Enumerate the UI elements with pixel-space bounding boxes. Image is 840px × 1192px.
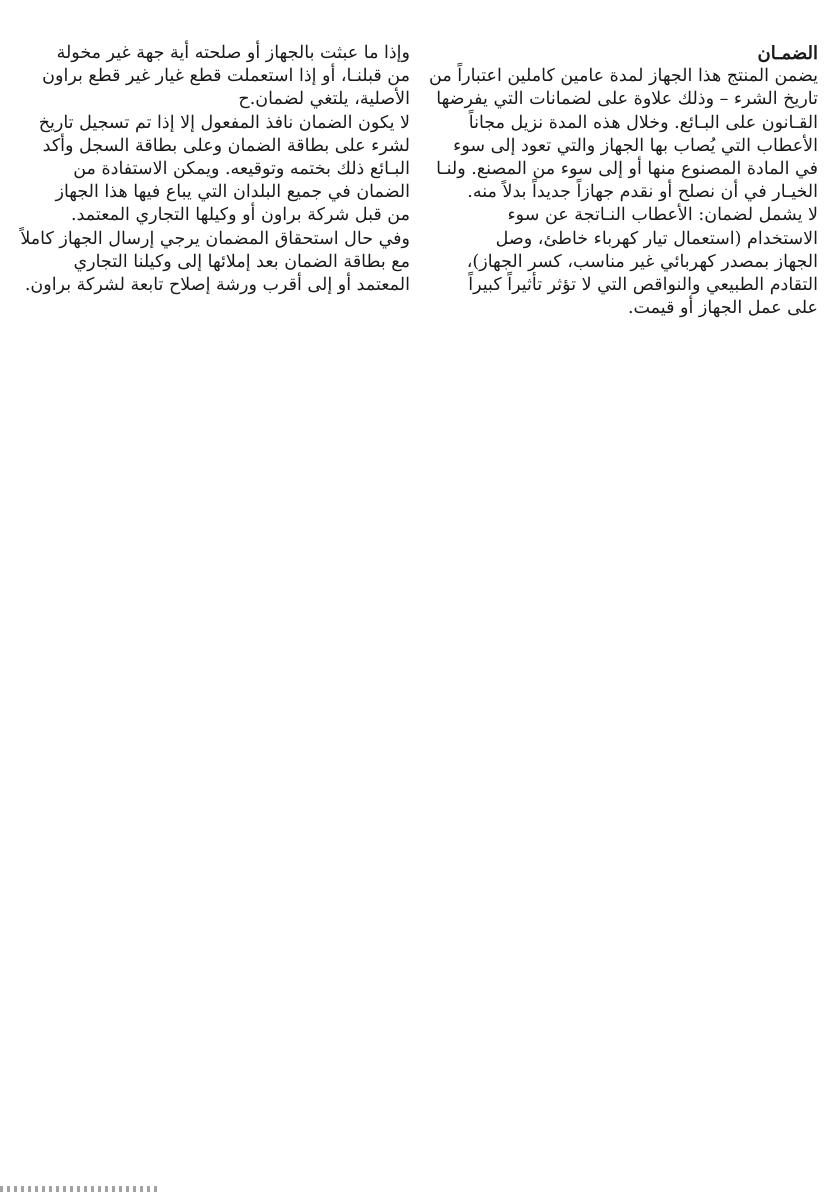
paragraph-line: الأعطاب التي يُصاب بها الجهاز والتي تعود إلى سوء xyxy=(453,135,818,156)
paragraph-line: التقادم الطبيعي والنواقص التي لا تؤثر تأثيراً كبيراً xyxy=(468,275,818,296)
paragraph-line: الأصلية، يلتغي لضمان.ح xyxy=(238,89,410,110)
paragraph-line: البـائع ذلك بختمه وتوقيعه. ويمكن الاستفادة من xyxy=(73,159,410,180)
paragraph-line: الضمان في جميع البلدان التي يباع فيها هذا الجهاز xyxy=(55,182,410,203)
paragraph-line: المعتمد أو إلى أقرب ورشة إصلاح تابعة لشركة براون. xyxy=(24,275,410,296)
paragraph-line: لا يشمل لضمان: الأعطاب النـاتجة عن سوء xyxy=(507,205,818,226)
paragraph-line: تاريخ الشرء – وذلك علاوة على لضمانات التي يفرضها xyxy=(436,89,818,110)
paragraph-line: مع بطاقة الضمان بعد إملائها إلى وكيلنا التجاري xyxy=(73,251,410,272)
print-registration-mark xyxy=(0,1186,160,1192)
paragraph-line: وفي حال استحقاق المضمان يرجي إرسال الجهاز كاملاً xyxy=(20,228,410,249)
paragraph-line: الخيـار في أن نصلح أو نقدم جهازاً جديداً بدلاً منه. xyxy=(467,182,818,203)
paragraph-line: على عمل الجهاز أو قيمت. xyxy=(627,298,818,319)
paragraph-line: الجهاز بمصدر كهربائي غير مناسب، كسر الجهاز)، xyxy=(466,251,818,272)
paragraph-line: من قبلنـا، أو إذا استعملت قطع غيار غير قطع براون xyxy=(42,66,410,87)
paragraph-line: القـانون على البـائع. وخلال هذه المدة نزيل مجاناً xyxy=(468,112,818,133)
paragraph-line: لشرء على بطاقة الضمان وعلى بطاقة السجل وأكد xyxy=(42,135,410,156)
paragraph-line: يضمن المنتج هذا الجهاز لمدة عامين كاملين اعتباراً من xyxy=(429,66,818,87)
section-heading: الضمـان xyxy=(757,43,818,64)
warranty-column-left xyxy=(20,42,410,297)
paragraph-line: في المادة المصنوع منها أو إلى سوء من المصنع. ولنـا xyxy=(436,159,818,180)
paragraph-line: لا يكون الضمان نافذ المفعول إلا إذا تم تسجيل تاريخ xyxy=(38,112,410,133)
paragraph-line: الاستخدام (استعمال تيار كهرباء خاطئ، وصل xyxy=(495,228,818,249)
paragraph-line: وإذا ما عبثت بالجهاز أو صلحته أية جهة غير مخولة xyxy=(56,43,410,63)
warranty-column-right xyxy=(429,42,818,320)
paragraph-line: من قبل شركة براون أو وكيلها التجاري المعتمد. xyxy=(71,205,410,226)
